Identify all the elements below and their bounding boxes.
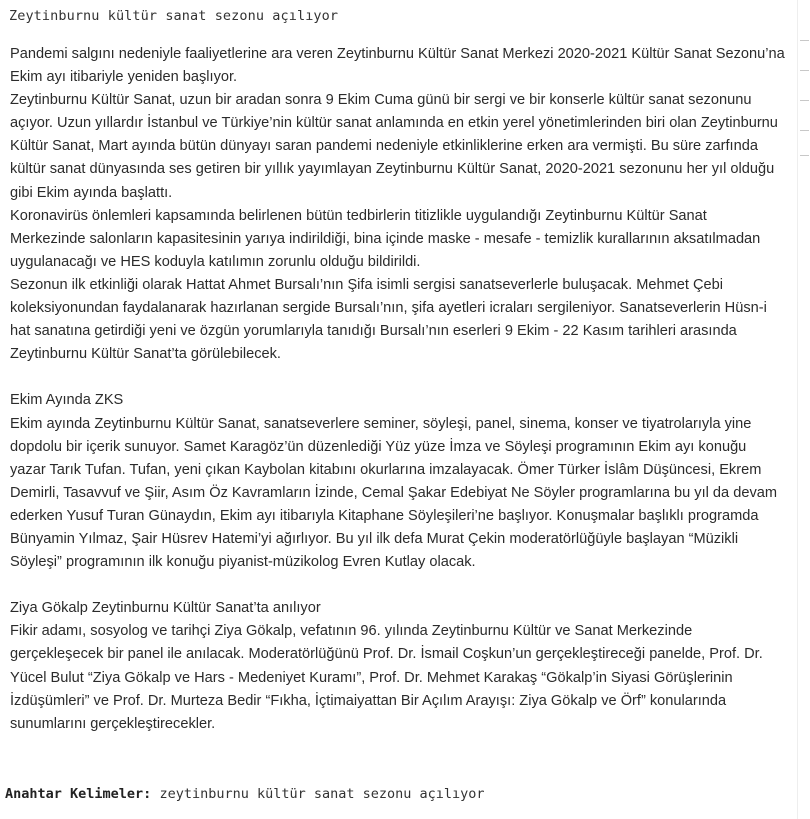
paragraph-first-event: Sezonun ilk etkinliği olarak Hattat Ahmet Bursalı’nın Şifa isimli sergisi sanatseverlerle buluşacak. Mehmet Çebi koleksiyonundan faydalanarak hazırlanan sergide Bursalı’nın, şifa ayetleri icraları sergileniyor. Sanatseverlerin Hüsn-i hat sanatına getirdiği yeni ve özgün yorumlarıyla tanıdığı Bursalı’nın eserleri 9 Ekim - 22 Kasım tarihleri arasında Zeytinburnu Kültür Sanat’ta görülebilecek. (10, 276, 767, 363)
article-title: Zeytinburnu kültür sanat sezonu açılıyor (9, 8, 339, 24)
keywords-line (5, 786, 485, 802)
keywords-value: zeytinburnu kültür sanat sezonu açılıyor (159, 786, 485, 802)
scrollbar-mark (800, 155, 809, 156)
article-body (10, 43, 785, 736)
scrollbar-mark (800, 100, 809, 101)
section-heading-ziya-gokalp: Ziya Gökalp Zeytinburnu Kültür Sanat’ta anılıyor (10, 600, 321, 617)
scrollbar-mark (800, 40, 809, 41)
section-heading-ekim: Ekim Ayında ZKS (10, 392, 124, 409)
scrollbar-mark (800, 130, 809, 131)
paragraph-covid-measures: Koronavirüs önlemleri kapsamında belirlenen bütün tedbirlerin titizlikle uygulandığı Zeytinburnu Kültür Sanat Merkezinde salonların kapasitesinin yarıya indirildiği, bina içinde maske - mesafe - temizlik kurallarının aksatılmadan uygulanacağı ve HES koduyla katılımın zorunlu olduğu bildirildi. (10, 207, 761, 270)
section-body-ekim: Ekim ayında Zeytinburnu Kültür Sanat, sanatseverlere seminer, söyleşi, panel, sinema, konser ve tiyatrolarıyla yine dopdolu bir içerik sunuyor. Samet Karagöz’ün düzenlediği Yüz yüze İmza ve Söyleşi programının Ekim ayı konuğu yazar Tarık Tufan. Tufan, yeni çıkan Kaybolan kitabını okurlarına imzalayacak. Ömer Türker İslâm Düşüncesi, Ekrem Demirli, Tasavvuf ve Şiir, Asım Öz Kavramların İzinde, Cemal Şakar Edebiyat Ne Söyler programlarına bu yıl da devam ederken Yusuf Turan Günaydın, Ekim ayı itibarıyla Kitaphane Söyleşileri’ne başlıyor. Konuşmalar başlıklı programda Bünyamin Yılmaz, Şair Hüsrev Hatemi’yi ağırlıyor. Bu yıl ilk defa Murat Çekin moderatörlüğüyle başlayan “Müzikli Söyleşi” programının ilk konuğu piyanist-müzikolog Evren Kutlay olacak. (10, 415, 778, 571)
keywords-label: Anahtar Kelimeler: (5, 786, 152, 802)
section-body-ziya-gokalp: Fikir adamı, sosyolog ve tarihçi Ziya Gökalp, vefatının 96. yılında Zeytinburnu Kültür ve Sanat Merkezinde gerçekleşecek bir panel ile anılacak. Moderatörlüğünü Prof. Dr. İsmail Coşkun’un gerçekleştireceği panelde, Prof. Dr. Yücel Bulut “Ziya Gökalp ve Hars - Medeniyet Kuramı”, Prof. Dr. Mehmet Karakaş “Gökalp’in Siyasi Görüşlerinin İzdüşümleri” ve Prof. Dr. Murteza Bedir “Fıkha, İçtimaiyattan Bir Açılım Arayışı: Ziya Gökalp ve Örf” konularında sunumlarını gerçekleştirecekler. (10, 623, 763, 732)
paragraph-gap (10, 366, 785, 389)
paragraph-season-opening: Zeytinburnu Kültür Sanat, uzun bir aradan sonra 9 Ekim Cuma günü bir sergi ve bir konserle kültür sanat sezonunu açıyor. Uzun yıllardır İstanbul ve Türkiye’nin kültür sanat anlamında en etkin yerel yönetimlerinden biri olan Zeytinburnu Kültür Sanat, Mart ayında bütün dünyayı saran pandemi nedeniyle etkinliklerine erken ara vermişti. Bu süre zarfında kültür sanat dünyasında ses getiren bir yıllık yayımlayan Zeytinburnu Kültür Sanat, 2020-2021 sezonunu her yıl olduğu gibi Ekim ayında başlattı. (10, 92, 778, 201)
scrollbar-mark (800, 70, 809, 71)
paragraph-gap (10, 574, 785, 597)
paragraph-intro: Pandemi salgını nedeniyle faaliyetlerine ara veren Zeytinburnu Kültür Sanat Merkezi 2020-2021 Kültür Sanat Sezonu’na Ekim ayı itibariyle yeniden başlıyor. (10, 46, 785, 86)
vertical-scrollbar[interactable] (797, 0, 810, 819)
